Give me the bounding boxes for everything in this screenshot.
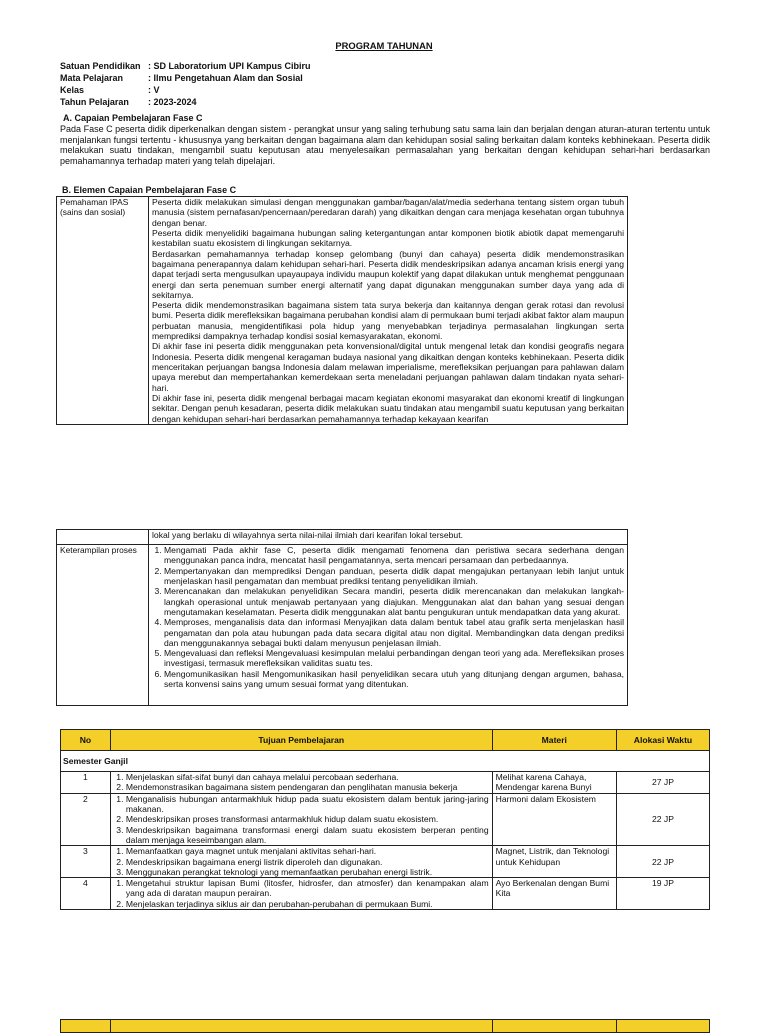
section-a	[60, 113, 710, 167]
list-item: 4. Memproses, menganalisis data dan informasi Menyajikan data dalam bentuk tabel atau grafik serta menjelaskan hasil pengamatan dan pola atau hubungan pada data secara digital atau non digital. Membandingkan data dengan prediksi dan menggunakannya sebagai bukti dalam menyusun penjelasan ilmiah.	[164, 617, 624, 648]
list-item: 3. Mendeskripsikan bagaimana transformasi energi dalam suatu ekosistem berperan penting dalam menjaga keseimbangan alam.	[126, 825, 489, 846]
meta-row-satuan	[60, 61, 311, 73]
meta-value: : SD Laboratorium UPI Kampus Cibiru	[148, 61, 311, 71]
row-no: 3	[61, 846, 111, 878]
row-alokasi: 22 JP	[616, 793, 709, 846]
meta-value: : V	[148, 85, 160, 95]
list-item: 5. Mengevaluasi dan refleksi Mengevaluasi kesimpulan melalui perbandingan dengan teori yang ada. Merefleksikan proses investigasi, termasuk merefleksikan validitas suatu tes.	[164, 648, 624, 669]
keterampilan-text	[149, 545, 628, 706]
table-header-row	[61, 730, 710, 751]
header-tujuan: Tujuan Pembelajaran	[110, 730, 492, 751]
paragraph: Di akhir fase ini peserta didik menggunakan peta konvensional/digital untuk mengenal letak dan kondisi geografis negara Indonesia. Peserta didik mengenal keragaman budaya nasional yang dikaitkan dengan konteks kebhinekaan. Peserta didik menceritakan perjuangan bangsa Indonesia dalam melawan imperialisme, merefleksikan perjuangan para pahlawan dalam upaya merebut dan mempertahankan kemerdekaan serta meneladani perjuangan pahlawan dalam tindakan nyata sehari-hari.	[152, 341, 624, 393]
row-materi: Ayo Berkenalan dengan Bumi Kita	[492, 878, 616, 910]
meta-key: Satuan Pendidikan	[60, 61, 141, 71]
row-tujuan	[110, 793, 492, 846]
row-materi: Magnet, Listrik, dan Teknologi untuk Kehidupan	[492, 846, 616, 878]
elemen-table-continued	[56, 529, 628, 706]
paragraph: Peserta didik mendemonstrasikan bagaimana sistem tata surya bekerja dan kaitannya dengan gerak rotasi dan revolusi bumi. Peserta didik merefleksikan bagaimana perubahan kondisi alam di permukaan bumi terjadi akibat faktor alam maupun perbuatan manusia, mengidentifikasi pola hidup yang menyebabkan terjadinya permasalahan lingkungan serta memprediksi dampaknya terhadap kondisi sosial kemasyarakatan, ekonomi.	[152, 300, 624, 342]
section-a-heading: A. Capaian Pembelajaran Fase C	[63, 113, 203, 123]
row-alokasi: 27 JP	[616, 772, 709, 794]
page-title: PROGRAM TAHUNAN	[335, 40, 433, 51]
meta-value: : 2023-2024	[148, 97, 197, 107]
paragraph: Di akhir fase ini, peserta didik mengenal berbagai macam kegiatan ekonomi masyarakat dan ekonomi kreatif di lingkungan sekitar. Dengan penuh kesadaran, peserta didik melakukan suatu tindakan atau mengambil suatu keputusan yang berkaitan dengan kehidupan sehari-hari berdasarkan pemahamannya terhadap kekayaan kearifan	[152, 392, 625, 424]
table-row	[57, 197, 628, 425]
list-item: 1. Menjelaskan sifat-sifat bunyi dan cahaya melalui percobaan sederhana.	[126, 772, 489, 782]
list-item: 1. Memanfaatkan gaya magnet untuk menjalani aktivitas sehari-hari.	[126, 846, 489, 856]
program-table	[60, 729, 710, 910]
list-item: 2. Menjelaskan terjadinya siklus air dan perubahan-perubahan di permukaan Bumi.	[126, 899, 489, 909]
elemen-table	[56, 196, 628, 425]
list-item: 3. Menggunakan perangkat teknologi yang memanfaatkan perubahan energi listrik.	[126, 867, 489, 877]
table-row	[61, 793, 710, 846]
meta-key: Kelas	[60, 85, 85, 95]
identity-block	[60, 61, 311, 109]
paragraph: Peserta didik menyelidiki bagaimana hubungan saling ketergantungan antar komponen biotik abiotik dapat memengaruhi kestabilan suatu ekosistem di lingkungan sekitarnya.	[152, 227, 624, 249]
next-page-table-edge	[60, 1019, 710, 1033]
row-materi: Melihat karena Cahaya, Mendengar karena Bunyi	[492, 772, 616, 794]
meta-row-tahun	[60, 97, 311, 109]
pemahaman-label: Pemahaman IPAS (sains dan sosial)	[57, 197, 149, 425]
list-item: 3. Merencanakan dan melakukan penyelidikan Secara mandiri, peserta didik merencanakan dan melakukan langkah-langkah operasional untuk menjawab pertanyaan yang diajukan. Menggunakan alat dan bahan yang sesuai dengan mengutamakan keselamatan. Peserta didik menggunakan alat bantu pengukuran untuk mendapatkan data yang akurat.	[164, 586, 624, 617]
row-alokasi: 19 JP	[616, 878, 709, 910]
row-tujuan	[110, 878, 492, 910]
paragraph: Berdasarkan pemahamannya terhadap konsep gelombang (bunyi dan cahaya) peserta didik mendemonstrasikan bagaimana penerapannya dalam kehidupan sehari-hari. Peserta didik mendeskripsikan adanya ancaman krisis energi yang dapat terjadi serta mengusulkan upayaupaya individu maupun kolektif yang dapat dilakukan untuk menghemat penggunaan energi dan serta penemuan sumber energi alternatif yang dapat digunakan menggunakan sumber daya yang ada di sekitarnya.	[152, 248, 624, 300]
list-item: 1. Mengetahui struktur lapisan Bumi (litosfer, hidrosfer, dan atmosfer) dan kenampakan alam yang ada di daratan maupun perairan.	[126, 878, 489, 899]
meta-value: : Ilmu Pengetahuan Alam dan Sosial	[148, 73, 303, 83]
pemahaman-text	[149, 197, 628, 425]
section-a-text: Pada Fase C peserta didik diperkenalkan dengan sistem - perangkat unsur yang saling terhubung satu sama lain dan berjalan dengan aturan-aturan tertentu untuk menjalankan fungsi tertentu - khususnya yang berkaitan dengan bagaimana alam dan kehidupan sosial saling berkaitan dalam konteks kebhinekaan. Peserta didik melakukan suatu tindakan, mengambil suatu keputusan atau menyelesaikan permasalahan yang berkaitan dengan kehidupan sehari-hari berdasarkan pemahamannya terhadap materi yang telah dipelajari.	[60, 123, 710, 167]
row-materi: Harmoni dalam Ekosistem	[492, 793, 616, 846]
row-no: 2	[61, 793, 111, 846]
list-item: 6. Mengomunikasikan hasil Mengomunikasikan hasil penyelidikan secara utuh yang ditunjang dengan argumen, bahasa, serta konvensi sains yang umum sesuai format yang ditentukan.	[164, 669, 624, 690]
row-alokasi: 22 JP	[616, 846, 709, 878]
meta-row-mapel	[60, 73, 311, 85]
meta-key: Tahun Pelajaran	[60, 97, 129, 107]
continuation-text: lokal yang berlaku di wilayahnya serta nilai-nilai ilmiah dari kearifan lokal tersebut.	[149, 530, 628, 545]
meta-row-kelas	[60, 85, 311, 97]
keterampilan-list	[152, 545, 624, 689]
header-materi: Materi	[492, 730, 616, 751]
header-alokasi: Alokasi Waktu	[616, 730, 709, 751]
paragraph: Peserta didik melakukan simulasi dengan menggunakan gambar/bagan/alat/media sederhana tentang sistem organ tubuh manusia (sistem pernafasan/pencernaan/peredaran darah) yang dikaitkan dengan cara menjaga kesehatan organ tubuhnya dengan benar.	[152, 197, 624, 228]
keterampilan-label: Keterampilan proses	[57, 545, 149, 706]
semester-row	[61, 751, 710, 772]
list-item: 2. Mendeskripsikan proses transformasi antarmakhluk hidup dalam suatu ekosistem.	[126, 814, 489, 824]
table-row	[61, 772, 710, 794]
list-item: 2. Mempertanyakan dan memprediksi Dengan panduan, peserta didik dapat mengajukan pertanyaan lebih lanjut untuk menjelaskan hasil pengamatan dan membuat prediksi tentang penyelidikan ilmiah.	[164, 566, 624, 587]
table-row	[57, 530, 628, 545]
table-row	[61, 878, 710, 910]
list-item: 2. Mendeskripsikan bagaimana energi listrik diperoleh dan digunakan.	[126, 857, 489, 867]
header-no: No	[61, 730, 111, 751]
row-no: 1	[61, 772, 111, 794]
list-item: 2. Mendemonstrasikan bagaimana sistem pendengaran dan penglihatan manusia bekerja	[126, 782, 489, 792]
row-tujuan	[110, 846, 492, 878]
list-item: 1. Menganalisis hubungan antarmakhluk hidup pada suatu ekosistem dalam bentuk jaring-jaring makanan.	[126, 794, 489, 815]
row-tujuan	[110, 772, 492, 794]
semester-label: Semester Ganjil	[61, 751, 710, 772]
list-item: 1. Mengamati Pada akhir fase C, peserta didik mengamati fenomena dan peristiwa secara sederhana dengan menggunakan panca indra, mencatat hasil pengamatannya, serta mencari persamaan dan perbedaannya.	[164, 545, 624, 566]
meta-key: Mata Pelajaran	[60, 73, 124, 83]
section-b-heading: B. Elemen Capaian Pembelajaran Fase C	[62, 185, 237, 195]
table-row	[57, 545, 628, 706]
table-row	[61, 846, 710, 878]
row-no: 4	[61, 878, 111, 910]
